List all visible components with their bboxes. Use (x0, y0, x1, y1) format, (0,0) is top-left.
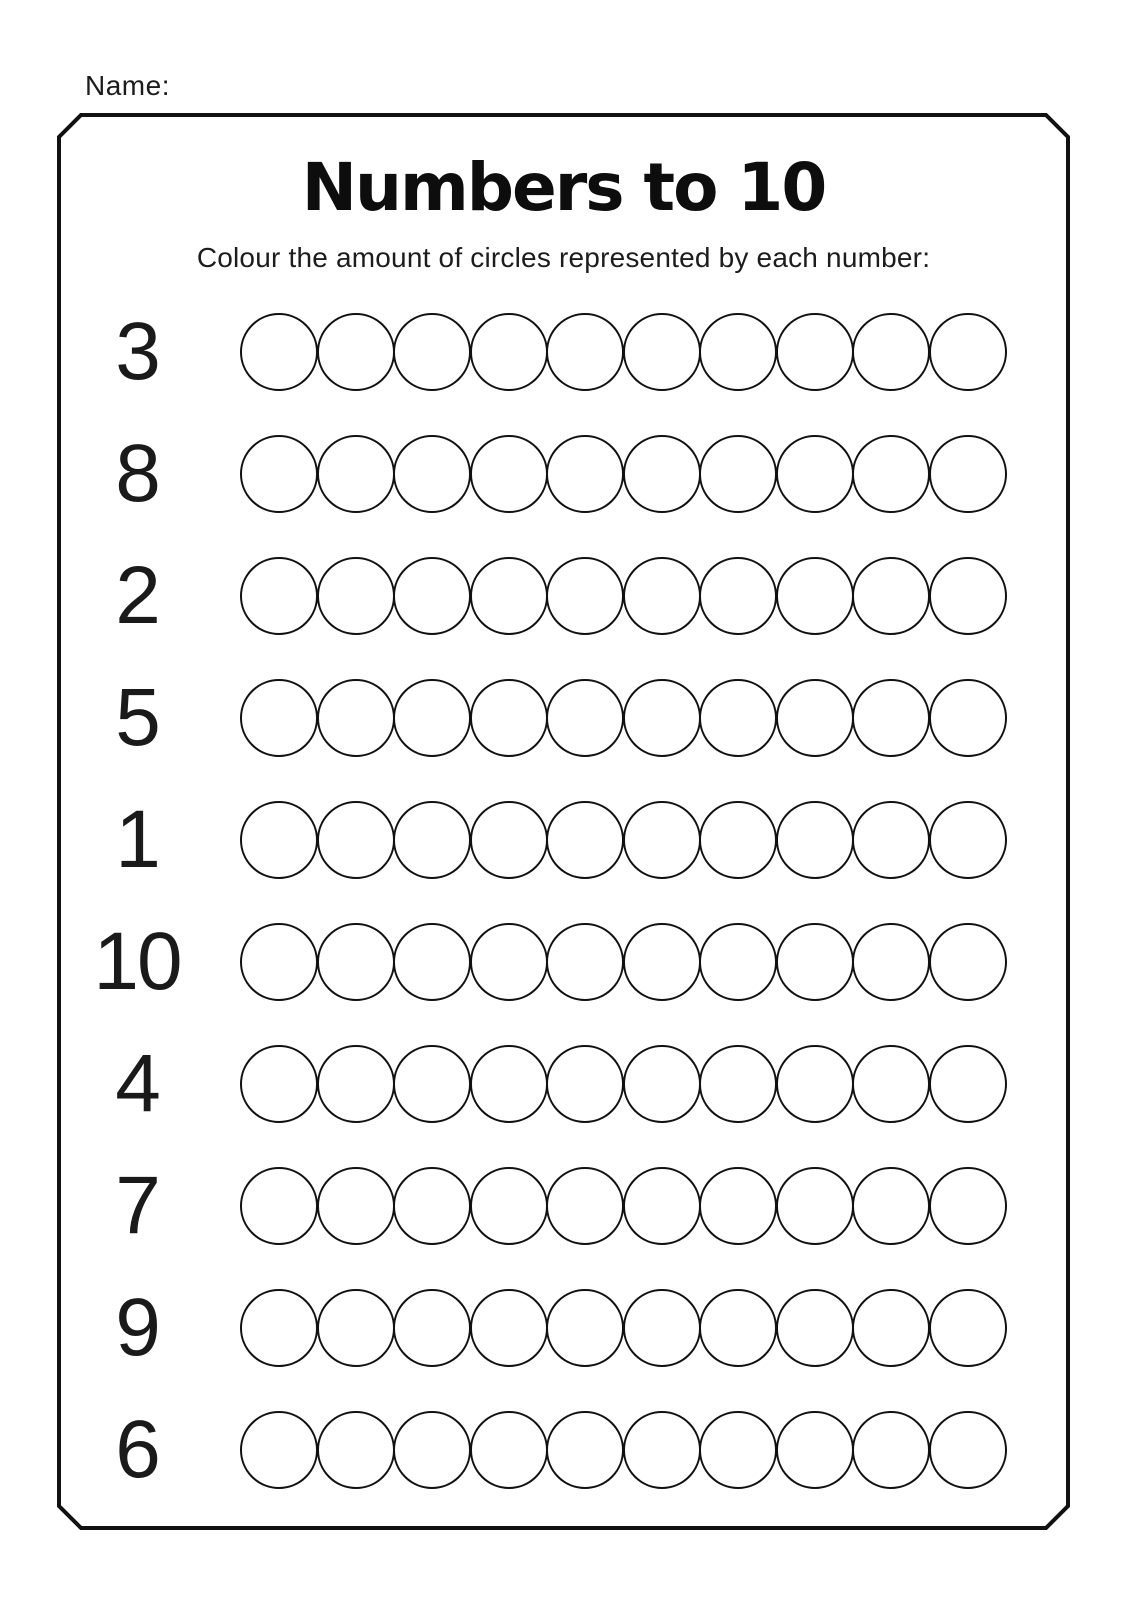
colour-circle[interactable] (623, 557, 701, 635)
circle-strip (240, 1289, 1007, 1367)
colour-circle[interactable] (852, 679, 930, 757)
colour-circle[interactable] (852, 1411, 930, 1489)
page-title: Numbers to 10 (301, 149, 826, 226)
colour-circle[interactable] (470, 313, 548, 391)
colour-circle[interactable] (546, 1411, 624, 1489)
colour-circle[interactable] (776, 1289, 854, 1367)
colour-circle[interactable] (776, 557, 854, 635)
colour-circle[interactable] (546, 557, 624, 635)
colour-circle[interactable] (699, 801, 777, 879)
colour-circle[interactable] (240, 1167, 318, 1245)
colour-circle[interactable] (393, 923, 471, 1001)
colour-circle[interactable] (623, 1045, 701, 1123)
colour-circle[interactable] (317, 1289, 395, 1367)
row-number-label: 8 (115, 428, 159, 519)
colour-circle[interactable] (699, 1045, 777, 1123)
colour-circle[interactable] (546, 435, 624, 513)
colour-circle[interactable] (240, 313, 318, 391)
colour-circle[interactable] (317, 679, 395, 757)
colour-circle[interactable] (623, 1289, 701, 1367)
row-number-label: 9 (115, 1282, 159, 1373)
colour-circle[interactable] (470, 801, 548, 879)
row-number-label: 4 (115, 1038, 159, 1129)
colour-circle[interactable] (929, 1289, 1007, 1367)
colour-circle[interactable] (470, 557, 548, 635)
colour-circle[interactable] (470, 1289, 548, 1367)
circle-strip (240, 679, 1007, 757)
colour-circle[interactable] (317, 923, 395, 1001)
worksheet-row (57, 306, 1070, 397)
colour-circle[interactable] (240, 435, 318, 513)
colour-circle[interactable] (776, 435, 854, 513)
colour-circle[interactable] (546, 1167, 624, 1245)
colour-circle[interactable] (393, 679, 471, 757)
worksheet-row (57, 550, 1070, 641)
colour-circle[interactable] (776, 679, 854, 757)
colour-circle[interactable] (393, 801, 471, 879)
colour-circle[interactable] (929, 435, 1007, 513)
colour-circle[interactable] (546, 1289, 624, 1367)
colour-circle[interactable] (776, 801, 854, 879)
colour-circle[interactable] (699, 435, 777, 513)
colour-circle[interactable] (699, 1411, 777, 1489)
colour-circle[interactable] (393, 1167, 471, 1245)
worksheet-row (57, 1038, 1070, 1129)
colour-circle[interactable] (699, 679, 777, 757)
colour-circle[interactable] (623, 923, 701, 1001)
row-number-label: 2 (115, 550, 159, 641)
colour-circle[interactable] (393, 1289, 471, 1367)
colour-circle[interactable] (776, 1167, 854, 1245)
row-number-label: 1 (115, 794, 159, 885)
colour-circle[interactable] (240, 1411, 318, 1489)
row-number-label: 3 (115, 306, 159, 397)
row-number-label: 7 (115, 1160, 159, 1251)
colour-circle[interactable] (240, 557, 318, 635)
colour-circle[interactable] (623, 679, 701, 757)
colour-circle[interactable] (929, 923, 1007, 1001)
colour-circle[interactable] (699, 313, 777, 391)
colour-circle[interactable] (776, 1411, 854, 1489)
colour-circle[interactable] (240, 1289, 318, 1367)
row-number-label: 5 (115, 672, 159, 763)
colour-circle[interactable] (852, 1289, 930, 1367)
colour-circle[interactable] (776, 1045, 854, 1123)
colour-circle[interactable] (623, 313, 701, 391)
colour-circle[interactable] (929, 313, 1007, 391)
colour-circle[interactable] (470, 1167, 548, 1245)
colour-circle[interactable] (623, 435, 701, 513)
colour-circle[interactable] (393, 557, 471, 635)
colour-circle[interactable] (623, 801, 701, 879)
colour-circle[interactable] (623, 1411, 701, 1489)
colour-circle[interactable] (393, 313, 471, 391)
colour-circle[interactable] (240, 923, 318, 1001)
colour-circle[interactable] (852, 435, 930, 513)
colour-circle[interactable] (240, 679, 318, 757)
rows (57, 113, 1070, 1530)
worksheet-row (57, 672, 1070, 763)
colour-circle[interactable] (929, 557, 1007, 635)
colour-circle[interactable] (317, 801, 395, 879)
colour-circle[interactable] (852, 1167, 930, 1245)
colour-circle[interactable] (470, 435, 548, 513)
colour-circle[interactable] (317, 1167, 395, 1245)
colour-circle[interactable] (929, 679, 1007, 757)
colour-circle[interactable] (852, 923, 930, 1001)
instructions-text: Colour the amount of circles represented by each number: (196, 242, 931, 273)
colour-circle[interactable] (929, 1411, 1007, 1489)
colour-circle[interactable] (852, 557, 930, 635)
circle-strip (240, 801, 1007, 879)
colour-circle[interactable] (317, 1411, 395, 1489)
colour-circle[interactable] (393, 1411, 471, 1489)
row-number-label: 10 (93, 916, 181, 1007)
colour-circle[interactable] (852, 313, 930, 391)
colour-circle[interactable] (317, 435, 395, 513)
colour-circle[interactable] (546, 679, 624, 757)
colour-circle[interactable] (929, 1167, 1007, 1245)
worksheet-row (57, 794, 1070, 885)
colour-circle[interactable] (776, 313, 854, 391)
name-label: Name: (85, 70, 170, 101)
colour-circle[interactable] (393, 1045, 471, 1123)
worksheet-panel (57, 113, 1070, 1530)
circle-strip (240, 557, 1007, 635)
colour-circle[interactable] (852, 801, 930, 879)
colour-circle[interactable] (240, 801, 318, 879)
colour-circle[interactable] (929, 1045, 1007, 1123)
colour-circle[interactable] (546, 801, 624, 879)
colour-circle[interactable] (393, 435, 471, 513)
colour-circle[interactable] (776, 923, 854, 1001)
colour-circle[interactable] (317, 1045, 395, 1123)
colour-circle[interactable] (240, 1045, 318, 1123)
colour-circle[interactable] (699, 1167, 777, 1245)
circle-strip (240, 1411, 1007, 1489)
colour-circle[interactable] (699, 1289, 777, 1367)
colour-circle[interactable] (470, 679, 548, 757)
worksheet-row (57, 1404, 1070, 1495)
circle-strip (240, 313, 1007, 391)
colour-circle[interactable] (470, 923, 548, 1001)
colour-circle[interactable] (852, 1045, 930, 1123)
colour-circle[interactable] (929, 801, 1007, 879)
row-number-label: 6 (115, 1404, 159, 1495)
colour-circle[interactable] (470, 1045, 548, 1123)
colour-circle[interactable] (699, 557, 777, 635)
colour-circle[interactable] (317, 313, 395, 391)
circle-strip (240, 1045, 1007, 1123)
colour-circle[interactable] (470, 1411, 548, 1489)
colour-circle[interactable] (546, 313, 624, 391)
colour-circle[interactable] (699, 923, 777, 1001)
worksheet-row (57, 428, 1070, 519)
circle-strip (240, 1167, 1007, 1245)
worksheet-row (57, 916, 1070, 1007)
circle-strip (240, 435, 1007, 513)
colour-circle[interactable] (623, 1167, 701, 1245)
colour-circle[interactable] (546, 923, 624, 1001)
worksheet-row (57, 1282, 1070, 1373)
worksheet-row (57, 1160, 1070, 1251)
colour-circle[interactable] (317, 557, 395, 635)
circle-strip (240, 923, 1007, 1001)
colour-circle[interactable] (546, 1045, 624, 1123)
